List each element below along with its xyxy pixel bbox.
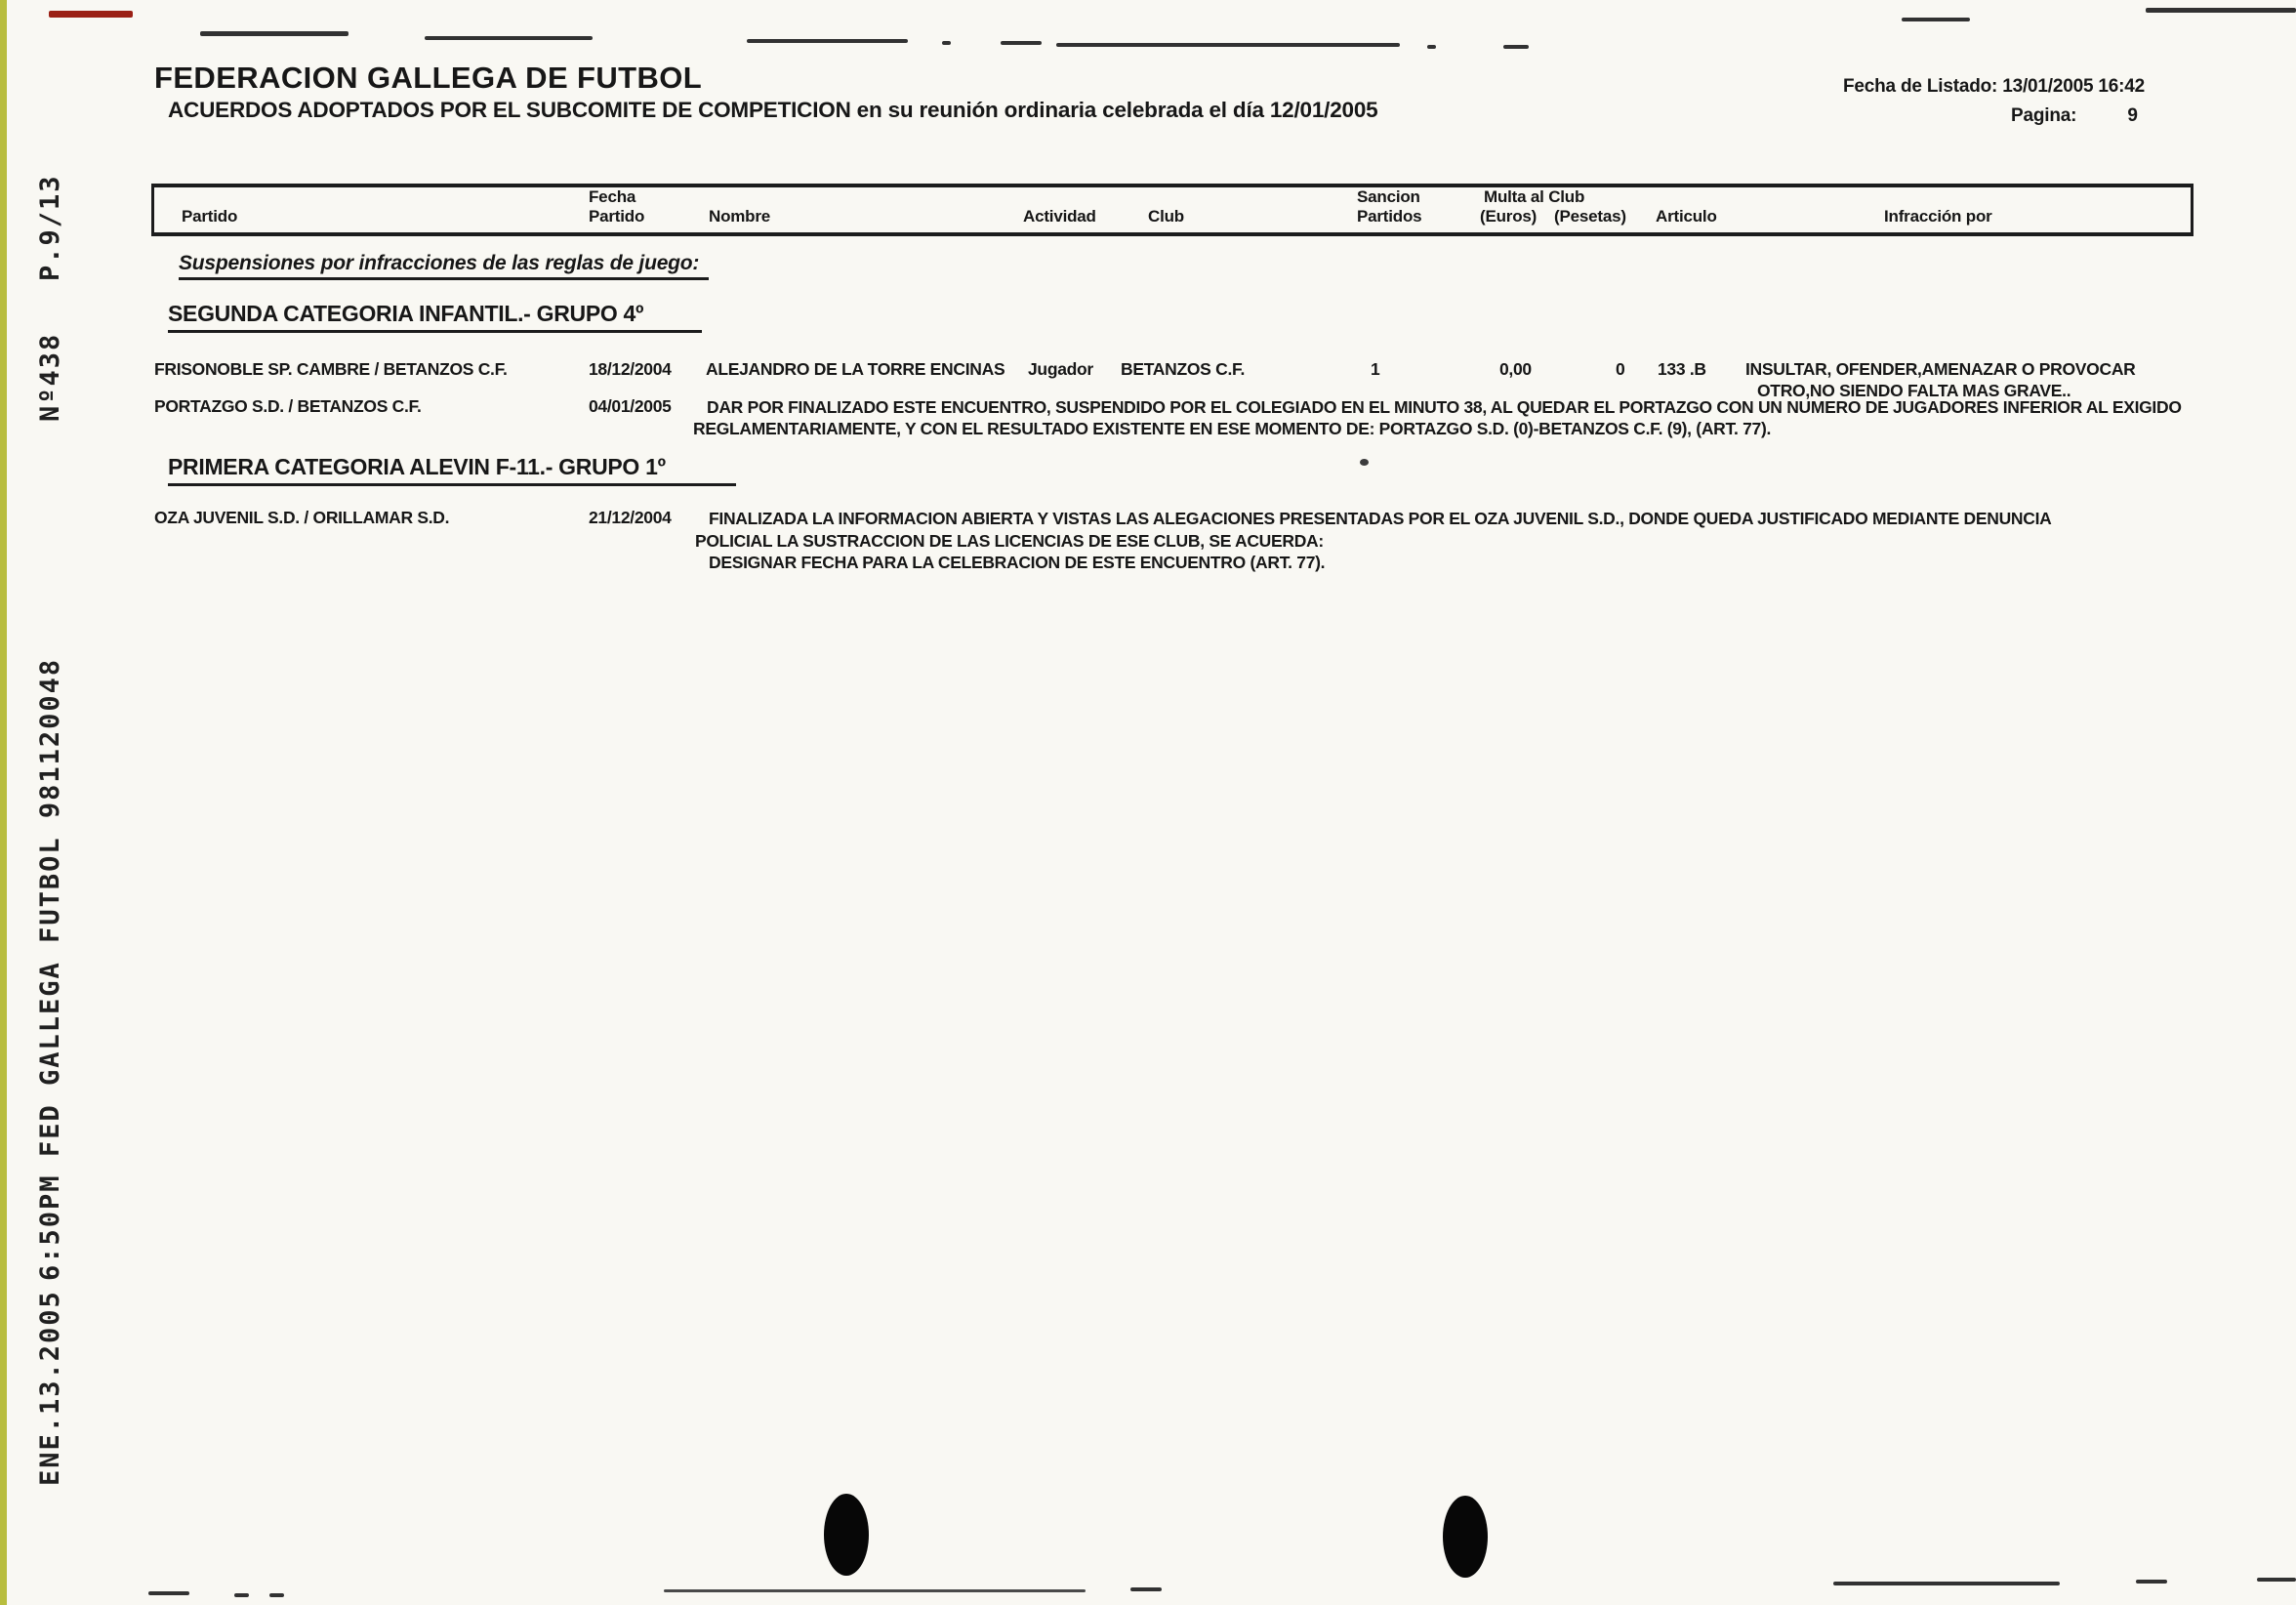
scan-artifact-dash (1503, 45, 1529, 49)
row3-resolution-line2: DESIGNAR FECHA PARA LA CELEBRACION DE ESTE ENCUENTRO (ART. 77). (709, 553, 1326, 572)
fax-margin-page-count: P.9/13 (35, 174, 65, 281)
group-heading-wrap (168, 454, 736, 480)
col-fecha-line1: Fecha (589, 187, 636, 206)
row1-club: BETANZOS C.F. (1121, 359, 1246, 379)
listing-date-label: Fecha de Listado: (1843, 76, 1998, 97)
hole-punch-mark (824, 1494, 869, 1576)
col-partido: Partido (182, 207, 238, 226)
row1-sancion: 1 (1371, 359, 1380, 379)
scan-artifact-dash (200, 31, 348, 36)
scan-artifact-dash (942, 41, 951, 45)
scanner-edge-strip (0, 0, 7, 1605)
row2-partido: PORTAZGO S.D. / BETANZOS C.F. (154, 396, 422, 416)
scan-artifact-dash (1833, 1582, 2060, 1585)
row1-pesetas: 0 (1616, 359, 1625, 379)
scan-artifact-dash (269, 1593, 284, 1597)
scan-artifact-dash (1001, 41, 1042, 45)
group-2-heading: PRIMERA CATEGORIA ALEVIN F-11.- GRUPO 1º (168, 454, 736, 486)
fax-margin-date: ENE.13.2005 (35, 1290, 65, 1486)
fax-margin-sender-line: FED GALLEGA FUTBOL 981120048 (35, 657, 65, 1157)
results-table-header (151, 184, 2194, 236)
org-title: FEDERACION GALLEGA DE FUTBOL (154, 61, 703, 95)
col-fecha-line2: Partido (589, 207, 645, 226)
section-title: Suspensiones por infracciones de las reglas de juego: (179, 252, 709, 280)
fax-margin-time: 6:50PM (35, 1173, 65, 1281)
col-multa-pesetas: (Pesetas) (1554, 207, 1626, 226)
scan-artifact-dash (425, 36, 593, 40)
row1-nombre: ALEJANDRO DE LA TORRE ENCINAS (706, 359, 1005, 379)
row1-infraccion-line2: OTRO,NO SIENDO FALTA MAS GRAVE.. (1757, 381, 2071, 400)
scan-speck (1360, 459, 1369, 466)
scan-artifact-dash (2257, 1578, 2296, 1582)
col-infraccion: Infracción por (1884, 207, 1992, 226)
col-articulo: Articulo (1656, 207, 1717, 226)
fax-margin-doc-number: Nº438 (35, 332, 65, 422)
row3-resolution-line1: FINALIZADA LA INFORMACION ABIERTA Y VISTAS LAS ALEGACIONES PRESENTADAS POR EL OZA JUVENIL S.D., DONDE QUEDA JUSTIFICADO MEDIANTE DENUNCIA POLICIAL LA SUSTRACCION DE LAS LICENCIAS DE ESE CLUB, SE ACUERDA: (695, 509, 2051, 551)
row2-resolution: DAR POR FINALIZADO ESTE ENCUENTRO, SUSPENDIDO POR EL COLEGIADO EN EL MINUTO 38, AL QUEDAR EL PORTAZGO CON UN NUMERO DE JUGADORES INFERIOR AL EXIGIDO REGLAMENTARIAMENTE, Y CON EL RESULTADO EXISTENTE EN ESE MOMENTO DE: PORTAZGO S.D. (0)-BETANZOS C.F. (9), (ART. 77). (693, 397, 2182, 438)
row1-articulo: 133 .B (1658, 359, 1706, 379)
col-multa: Multa al Club (1484, 187, 1585, 206)
row1-infraccion-line1: INSULTAR, OFENDER,AMENAZAR O PROVOCAR (1745, 359, 2136, 379)
row3-partido: OZA JUVENIL S.D. / ORILLAMAR S.D. (154, 508, 450, 527)
scan-artifact-dash (148, 1591, 189, 1595)
scan-artifact-dash (1056, 43, 1400, 47)
section-title-wrap (179, 252, 709, 275)
page-number: 9 (2127, 105, 2138, 126)
hole-punch-mark (1443, 1496, 1488, 1578)
row3-fecha: 21/12/2004 (589, 508, 672, 527)
listing-date-value: 13/01/2005 16:42 (2002, 76, 2146, 97)
row1-partido: FRISONOBLE SP. CAMBRE / BETANZOS C.F. (154, 359, 508, 379)
row2-fecha: 04/01/2005 (589, 396, 672, 416)
scan-artifact-dash (1130, 1587, 1162, 1591)
scan-artifact-dash (234, 1593, 249, 1597)
col-actividad: Actividad (1023, 207, 1096, 226)
scan-artifact-dash (1902, 18, 1970, 21)
row1-euros: 0,00 (1499, 359, 1532, 379)
scan-artifact-dash (747, 39, 908, 43)
page-indicator (2011, 105, 2138, 127)
scan-artifact-dash (664, 1589, 1086, 1592)
listing-date (1843, 76, 2145, 98)
scan-artifact-dash (1427, 45, 1436, 49)
doc-subtitle: ACUERDOS ADOPTADOS POR EL SUBCOMITE DE COMPETICION en su reunión ordinaria celebrada el día 12/01/2005 (168, 98, 1378, 122)
row1-fecha: 18/12/2004 (589, 359, 672, 379)
row1-actividad: Jugador (1028, 359, 1093, 379)
col-club: Club (1148, 207, 1184, 226)
group-1-heading: SEGUNDA CATEGORIA INFANTIL.- GRUPO 4º (168, 301, 702, 333)
col-nombre: Nombre (709, 207, 771, 226)
page-label: Pagina: (2011, 105, 2077, 126)
group-heading-wrap (168, 301, 702, 327)
col-sancion-line2: Partidos (1357, 207, 1422, 226)
scan-artifact-red-dash (49, 11, 133, 18)
scan-artifact-dash (2136, 1580, 2167, 1584)
col-sancion-line1: Sancion (1357, 187, 1420, 206)
scan-artifact-dash (2146, 8, 2296, 13)
col-multa-euros: (Euros) (1480, 207, 1538, 226)
